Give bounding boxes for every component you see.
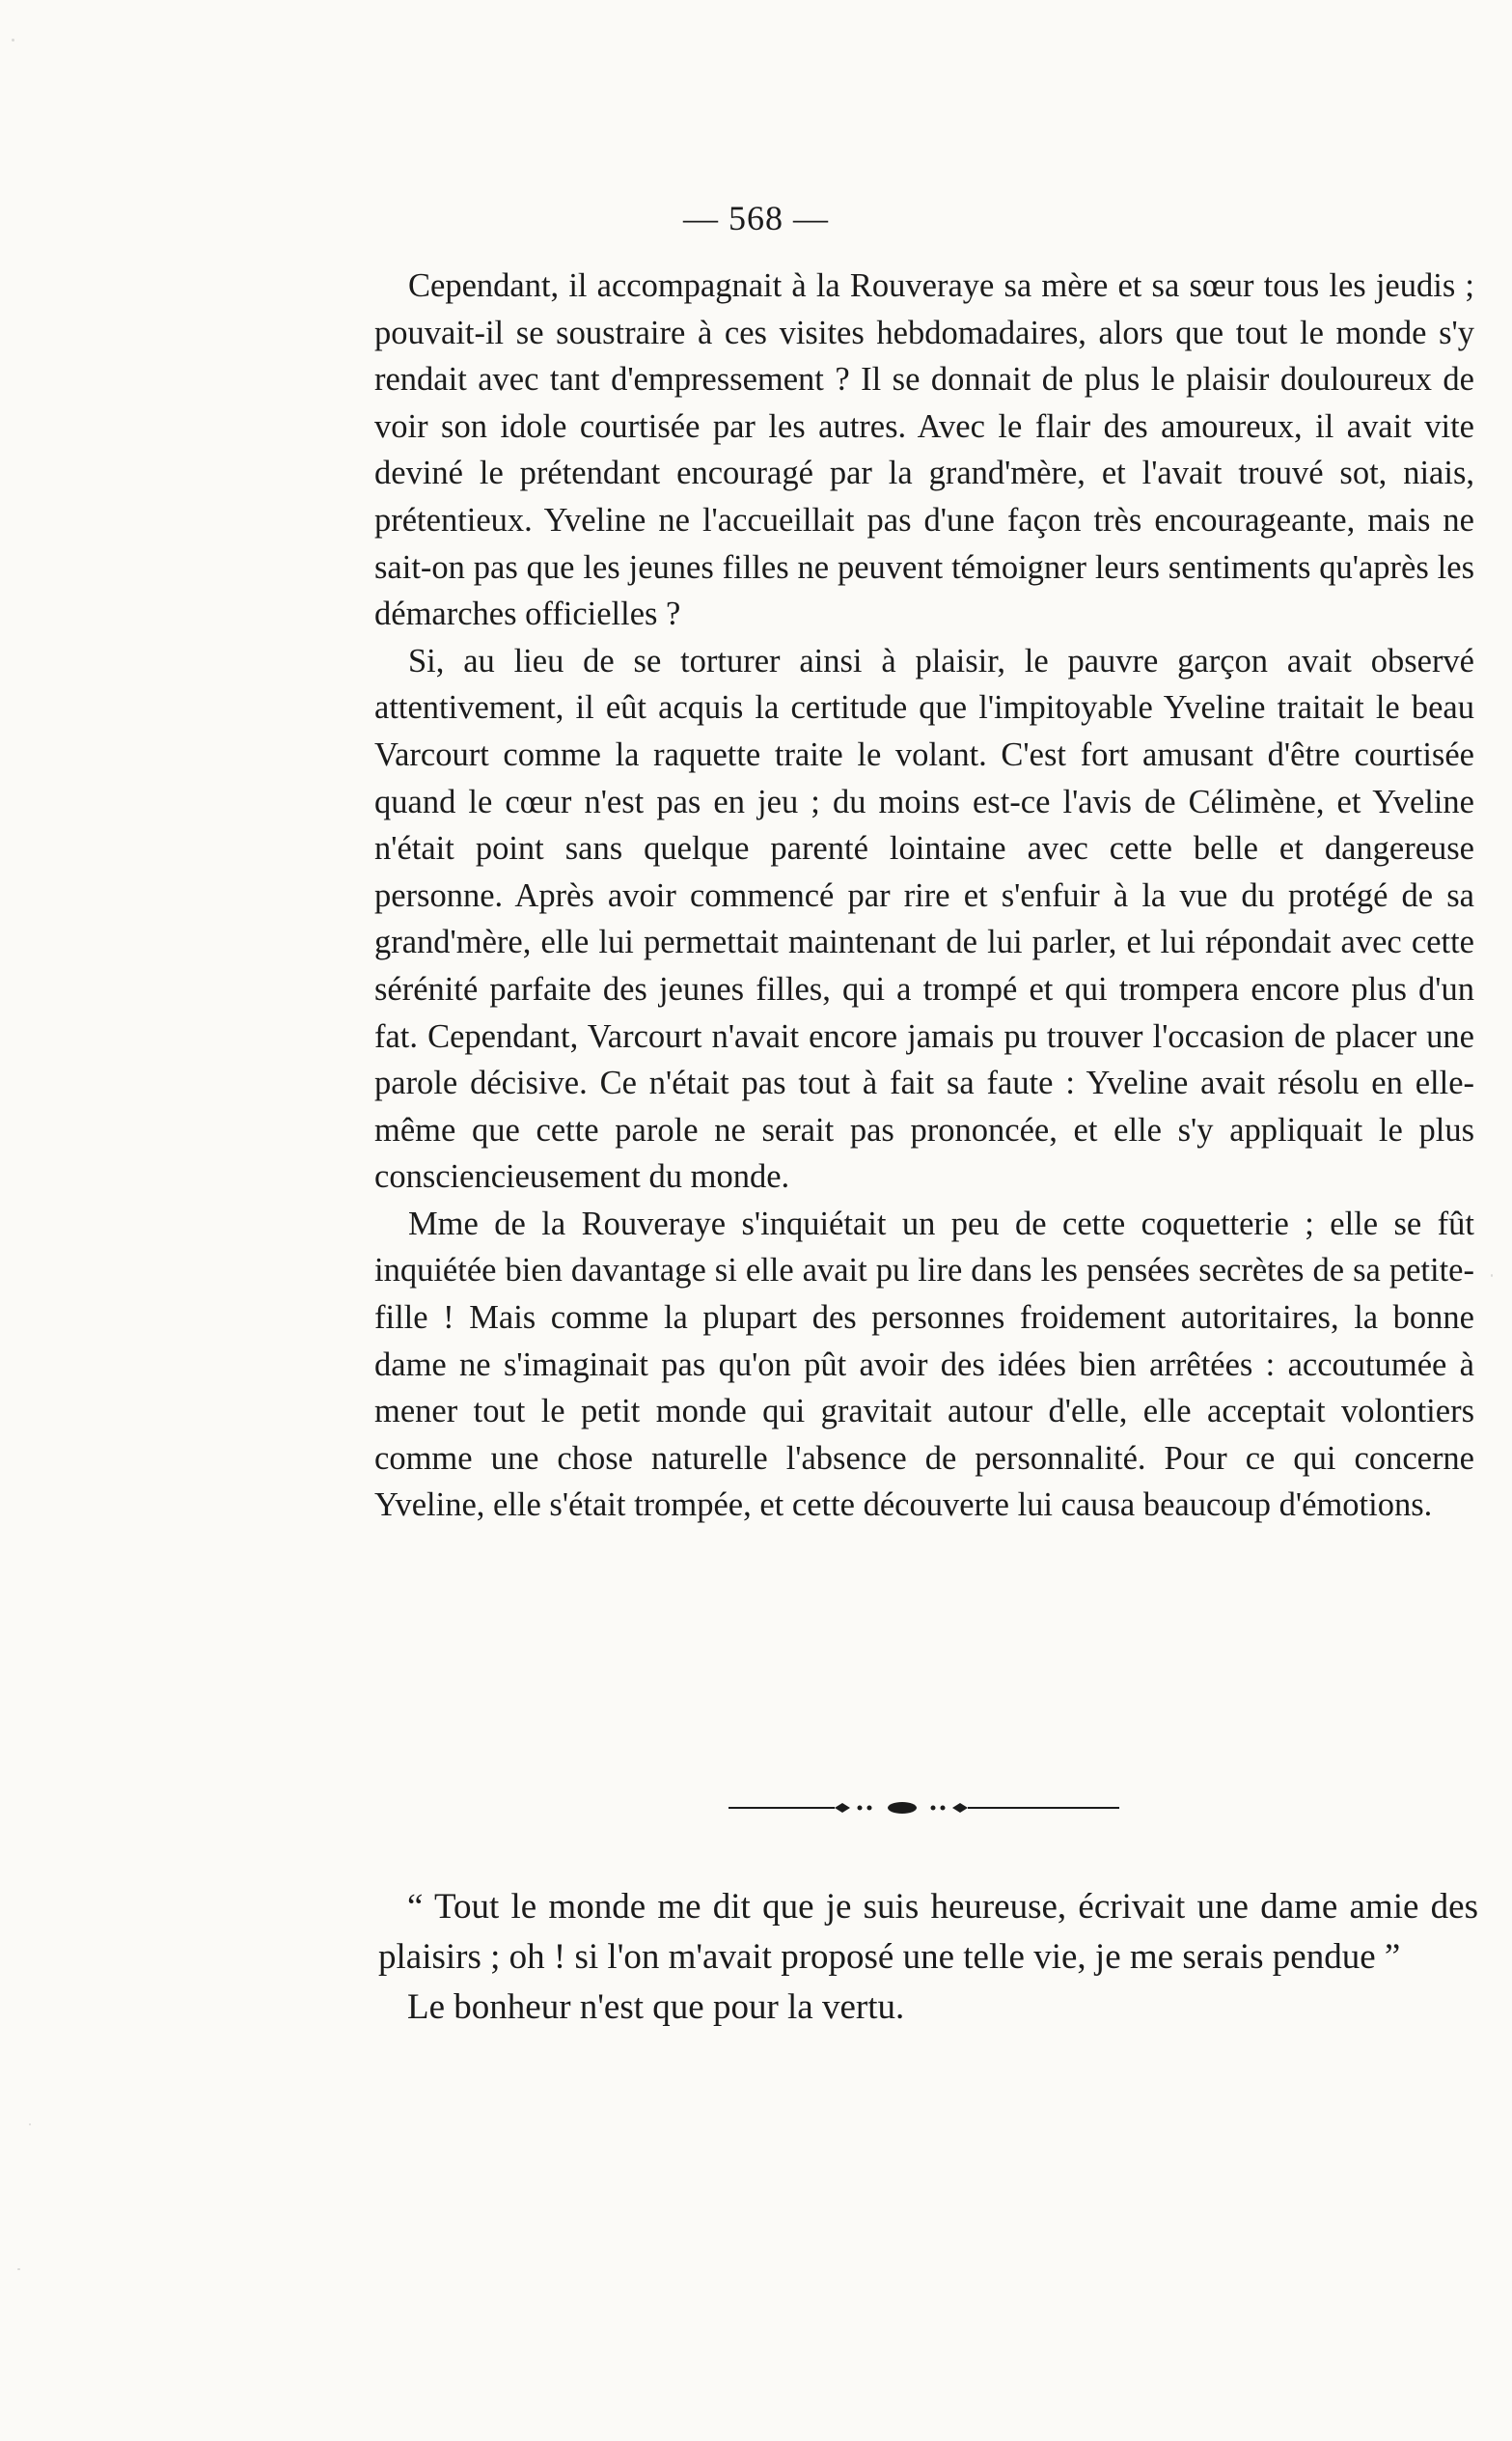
scan-speck [29,2123,31,2125]
paragraph: Si, au lieu de se torturer ainsi à plaisir, le pauvre garçon avait observé attentivement, il eût acquis la certitude que l'impitoyable Yveline traitait le beau Varcourt comme la raquette traite le volant. C'est fort amusant d'être courtisée quand le cœur n'est pas en jeu ; du moins est-ce l'avis de Célimène, et Yveline n'était point sans quelque parenté lointaine avec cette belle et dangereuse personne. Après avoir commencé par rire et s'enfuir à la vue du protégé de sa grand'mère, elle lui permettait maintenant de lui parler, et lui répondait avec cette sérénité parfaite des jeunes filles, qui a trompé et qui trompera encore plus d'un fat. Cependant, Varcourt n'avait encore jamais pu trouver l'occasion de placer une parole décisive. Ce n'était pas tout à fait sa faute : Yveline avait résolu en elle-même que cette parole ne serait pas prononcée, et elle s'y appliquait le plus consciencieusement du monde. [374,642,1474,1196]
scan-speck [17,2268,20,2270]
scan-speck [12,39,14,42]
ornament-divider [729,1793,1119,1822]
closing-quote [378,1882,1478,2033]
scan-speck [1491,1274,1493,1277]
paragraph: Mme de la Rouveraye s'inquiétait un peu de cette coquetterie ; elle se fût inquiétée bien davantage si elle avait pu lire dans les pensées secrètes de sa petite-fille ! Mais comme la plupart des personnes froidement autoritaires, la bonne dame ne s'imaginait pas qu'on pût avoir des idées bien arrêtées : accoutumée à mener tout le petit monde qui gravitait autour d'elle, elle acceptait volontiers comme une chose naturelle l'absence de personnalité. Pour ce qui concerne Yveline, elle s'était trompée, et cette découverte lui causa beaucoup d'émotions. [374,1205,1474,1524]
quote-text: “ Tout le monde me dit que je suis heureuse, écrivait une dame amie des plaisirs ; oh ! si l'on m'avait proposé une telle vie, je me serais pendue ” [378,1887,1478,1977]
maxim-text: Le bonheur n'est que pour la vertu. [407,1987,905,2027]
paragraph: Cependant, il accompagnait à la Rouveraye sa mère et sa sœur tous les jeudis ; pouvait-il se soustraire à ces visites hebdomadaires, alors que tout le monde s'y rendait avec tant d'empressement ? Il se donnait de plus le plaisir douloureux de voir son idole courtisée par les autres. Avec le flair des amoureux, il avait vite deviné le prétendant encouragé par la grand'mère, et l'avait trouvé sot, niais, prétentieux. Yveline ne l'accueillait pas d'une façon très encourageante, mais ne sait-on pas que les jeunes filles ne peuvent témoigner leurs sentiments qu'après les démarches officielles ? [374,267,1474,633]
body-text [374,263,1474,1529]
page-number: — 568 — [683,199,829,237]
